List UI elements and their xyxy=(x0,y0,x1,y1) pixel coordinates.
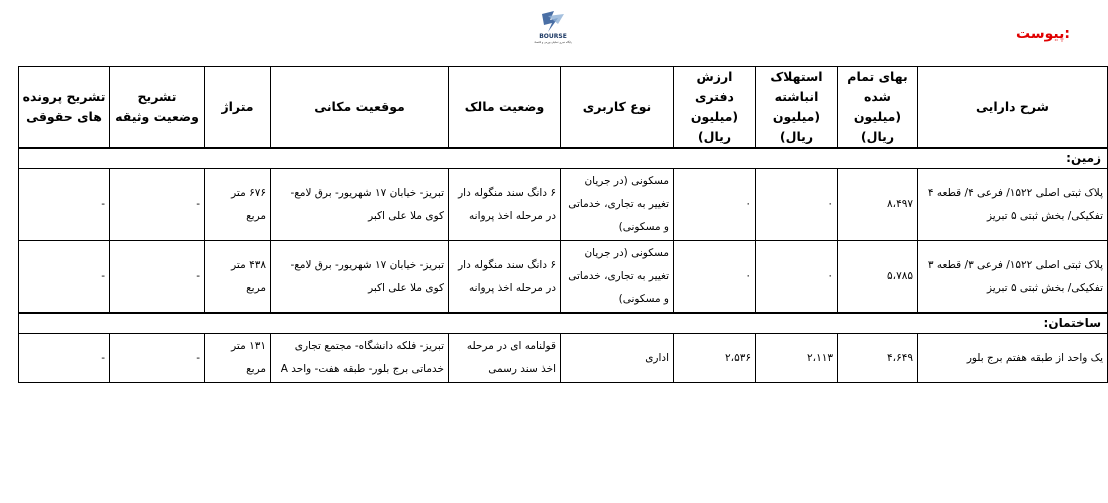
section-row-land xyxy=(19,148,1108,169)
header-cell: متراژ xyxy=(205,67,271,149)
location-cell: تبریز- خیابان ۱۷ شهریور- برق لامع- کوی ملا علی اکبر xyxy=(271,241,449,314)
legal-cases-cell: - xyxy=(19,169,110,241)
area-cell: ۶۷۶ متر مربع xyxy=(205,169,271,241)
annex-label: پیوست: xyxy=(1016,26,1070,42)
logo-text: BOURSE xyxy=(539,33,567,40)
header-cell: بهای تمام شده (میلیون ریال) xyxy=(838,67,918,149)
header-row xyxy=(19,67,1108,149)
location-cell: تبریز- فلکه دانشگاه- مجتمع تجاری خدماتی برج بلور- طبقه هفت- واحد A xyxy=(271,334,449,383)
book-value-cell: ۰ xyxy=(674,169,756,241)
assets-table xyxy=(18,66,1108,383)
cost-cell: ۵،۷۸۵ xyxy=(838,241,918,314)
logo-subtext: پایگاه خبری تحلیلی بورس و اقتصاد xyxy=(534,41,572,44)
asset-description: پلاک ثبتی اصلی ۱۵۲۲/ فرعی ۳/ قطعه ۳ تفکیکی/ بخش ثبتی ۵ تبریز xyxy=(918,241,1108,314)
legal-cases-cell: - xyxy=(19,241,110,314)
section-title: ساختمان: xyxy=(19,313,1108,334)
section-row-building xyxy=(19,313,1108,334)
header-cell: ارزش دفتری (میلیون ریال) xyxy=(674,67,756,149)
usage-cell: مسکونی (در جریان تغییر به تجاری، خدماتی و مسکونی) xyxy=(561,169,674,241)
header-cell: تشریح پرونده های حقوقی xyxy=(19,67,110,149)
depreciation-cell: ۲،۱۱۳ xyxy=(756,334,838,383)
table-row xyxy=(19,169,1108,241)
usage-cell: مسکونی (در جریان تغییر به تجاری، خدماتی و مسکونی) xyxy=(561,241,674,314)
asset-description: یک واحد از طبقه هفتم برج بلور xyxy=(918,334,1108,383)
asset-description: پلاک ثبتی اصلی ۱۵۲۲/ فرعی ۴/ قطعه ۴ تفکیکی/ بخش ثبتی ۵ تبریز xyxy=(918,169,1108,241)
collateral-cell: - xyxy=(110,169,205,241)
cost-cell: ۴،۶۴۹ xyxy=(838,334,918,383)
collateral-cell: - xyxy=(110,241,205,314)
table-row xyxy=(19,334,1108,383)
book-value-cell: ۰ xyxy=(674,241,756,314)
location-cell: تبریز- خیابان ۱۷ شهریور- برق لامع- کوی ملا علی اکبر xyxy=(271,169,449,241)
cost-cell: ۸،۴۹۷ xyxy=(838,169,918,241)
owner-status-cell: ۶ دانگ سند منگوله دار در مرحله اخذ پروانه xyxy=(449,241,561,314)
collateral-cell: - xyxy=(110,334,205,383)
header-cell: استهلاک انباشته (میلیون ریال) xyxy=(756,67,838,149)
legal-cases-cell: - xyxy=(19,334,110,383)
table-row xyxy=(19,241,1108,314)
owner-status-cell: قولنامه ای در مرحله اخذ سند رسمی xyxy=(449,334,561,383)
area-cell: ۱۳۱ متر مربع xyxy=(205,334,271,383)
book-value-cell: ۲،۵۳۶ xyxy=(674,334,756,383)
header-cell: تشریح وضعیت وثیقه xyxy=(110,67,205,149)
header-cell: نوع کاربری xyxy=(561,67,674,149)
area-cell: ۴۳۸ متر مربع xyxy=(205,241,271,314)
header-cell: وضعیت مالک xyxy=(449,67,561,149)
depreciation-cell: ۰ xyxy=(756,169,838,241)
header-cell: شرح دارایی xyxy=(918,67,1108,149)
owner-status-cell: ۶ دانگ سند منگوله دار در مرحله اخذ پروانه xyxy=(449,169,561,241)
depreciation-cell: ۰ xyxy=(756,241,838,314)
usage-cell: اداری xyxy=(561,334,674,383)
section-title: زمین: xyxy=(19,148,1108,169)
header-cell: موقعیت مکانی xyxy=(271,67,449,149)
bourse-logo xyxy=(528,10,578,44)
